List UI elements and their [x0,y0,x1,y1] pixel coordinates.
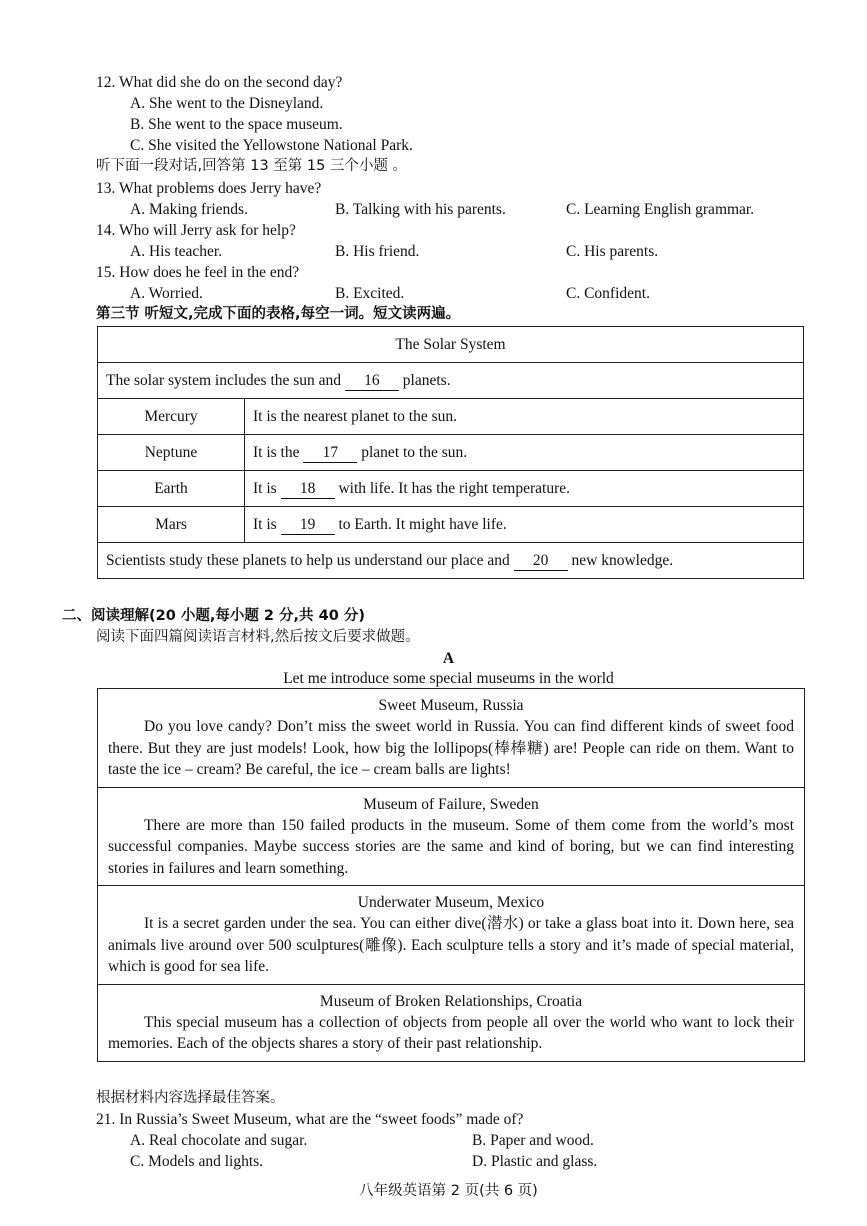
planet-desc-mars [245,507,804,543]
solar-table-closing [98,543,804,579]
solar-table-intro [98,363,804,399]
planet-name-neptune: Neptune [98,435,245,471]
planet-desc-text: with life. It has the right temperature. [338,480,570,497]
dialogue-instruction: 听下面一段对话,回答第 13 至第 15 三个小题 。 [96,158,408,174]
solar-closing-post: new knowledge. [571,552,674,569]
solar-system-table [97,326,804,579]
museum-title: Underwater Museum, Mexico [357,894,545,911]
blank-17[interactable]: 17 [303,444,357,463]
blank-19[interactable]: 19 [281,516,335,535]
museum-card [98,985,804,1061]
museum-text: Do you love candy? Don’t miss the sweet world in Russia. You can find different kinds of sweet food there. But they are just models! Look, how big the lollipops(棒棒糖) are! People can ride on them. Want to taste the ice – cream? Be careful, the ice – cream balls are lights! [108,718,794,778]
blank-16[interactable]: 16 [345,372,399,391]
question-14-option-b: B. His friend. [335,243,420,260]
part2-instruction: 阅读下面四篇阅读语言材料,然后按文后要求做题。 [96,629,420,645]
museum-text: It is a secret garden under the sea. You can either dive(潜水) or take a glass boat into it. Down here, sea animals live around over 500 sculptures(雕像). Each sculpture tells a story and it’s made of special material, which is good for sea life. [108,915,794,975]
question-21-option-c: C. Models and lights. [130,1153,264,1170]
question-14-option-a: A. His teacher. [130,243,223,260]
planet-name-mercury: Mercury [98,399,245,435]
question-13-option-c: C. Learning English grammar. [566,201,755,218]
museum-title: Sweet Museum, Russia [378,697,524,714]
museum-text: There are more than 150 failed products in the museum. Some of them come from the world’s most successful companies. Maybe success stories are the same and kind of boring, but we can find interesting stories in failures and learn something. [108,816,794,877]
question-13-option-b: B. Talking with his parents. [335,201,506,218]
museum-card [98,886,804,985]
museum-card [98,788,804,887]
planet-desc-earth [245,471,804,507]
planet-desc-text: It is the nearest planet to the sun. [253,408,458,425]
blank-20[interactable]: 20 [514,552,568,571]
planet-name-mars: Mars [98,507,245,543]
museum-text: This special museum has a collection of objects from people all over the world who want to lock their memories. Each of the objects shares a story of their past relationship. [108,1013,794,1052]
solar-closing-text: Scientists study these planets to help us understand our place and [106,552,510,569]
question-13-stem: 13. What problems does Jerry have? [96,180,322,197]
page-footer: 八年级英语第 2 页(共 6 页) [359,1183,538,1199]
blank-18[interactable]: 18 [281,480,335,499]
choose-instruction: 根据材料内容选择最佳答案。 [96,1090,285,1106]
solar-intro-post: planets. [402,372,451,389]
part2-heading: 二、阅读理解(20 小题,每小题 2 分,共 40 分) [62,608,365,624]
question-15-option-b: B. Excited. [335,285,405,302]
museum-title: Museum of Failure, Sweden [363,795,539,813]
question-14-stem: 14. Who will Jerry ask for help? [96,222,296,239]
planet-desc-text: It is [253,516,277,533]
planet-desc-text: planet to the sun. [361,444,468,461]
planet-desc-mercury [245,399,804,435]
question-12-option-a: A. She went to the Disneyland. [130,95,324,112]
question-12-option-b: B. She went to the space museum. [130,116,343,133]
museum-list [97,688,805,1062]
passage-title: Let me introduce some special museums in the world [283,670,614,687]
question-15-option-a: A. Worried. [130,285,203,302]
planet-desc-text: It is [253,480,277,497]
question-21-stem: 21. In Russia’s Sweet Museum, what are the “sweet foods” made of? [96,1111,524,1128]
question-21-option-d: D. Plastic and glass. [472,1153,598,1170]
planet-desc-text: It is the [253,444,300,461]
question-21-option-b: B. Paper and wood. [472,1132,594,1149]
museum-title: Museum of Broken Relationships, Croatia [319,992,583,1010]
question-12-stem: 12. What did she do on the second day? [96,74,343,91]
planet-desc-neptune [245,435,804,471]
solar-table-title: The Solar System [98,327,804,363]
question-21-option-a: A. Real chocolate and sugar. [130,1132,308,1149]
planet-name-earth: Earth [98,471,245,507]
solar-intro-text: The solar system includes the sun and [106,372,342,389]
planet-desc-text: to Earth. It might have life. [338,516,507,533]
passage-letter: A [442,650,455,667]
museum-card [98,689,804,788]
section3-instruction: 第三节 听短文,完成下面的表格,每空一词。短文读两遍。 [96,306,461,322]
question-12-option-c: C. She visited the Yellowstone National Park. [130,137,413,154]
question-15-option-c: C. Confident. [566,285,650,302]
question-15-stem: 15. How does he feel in the end? [96,264,300,281]
question-13-option-a: A. Making friends. [130,201,248,218]
question-14-option-c: C. His parents. [566,243,659,260]
